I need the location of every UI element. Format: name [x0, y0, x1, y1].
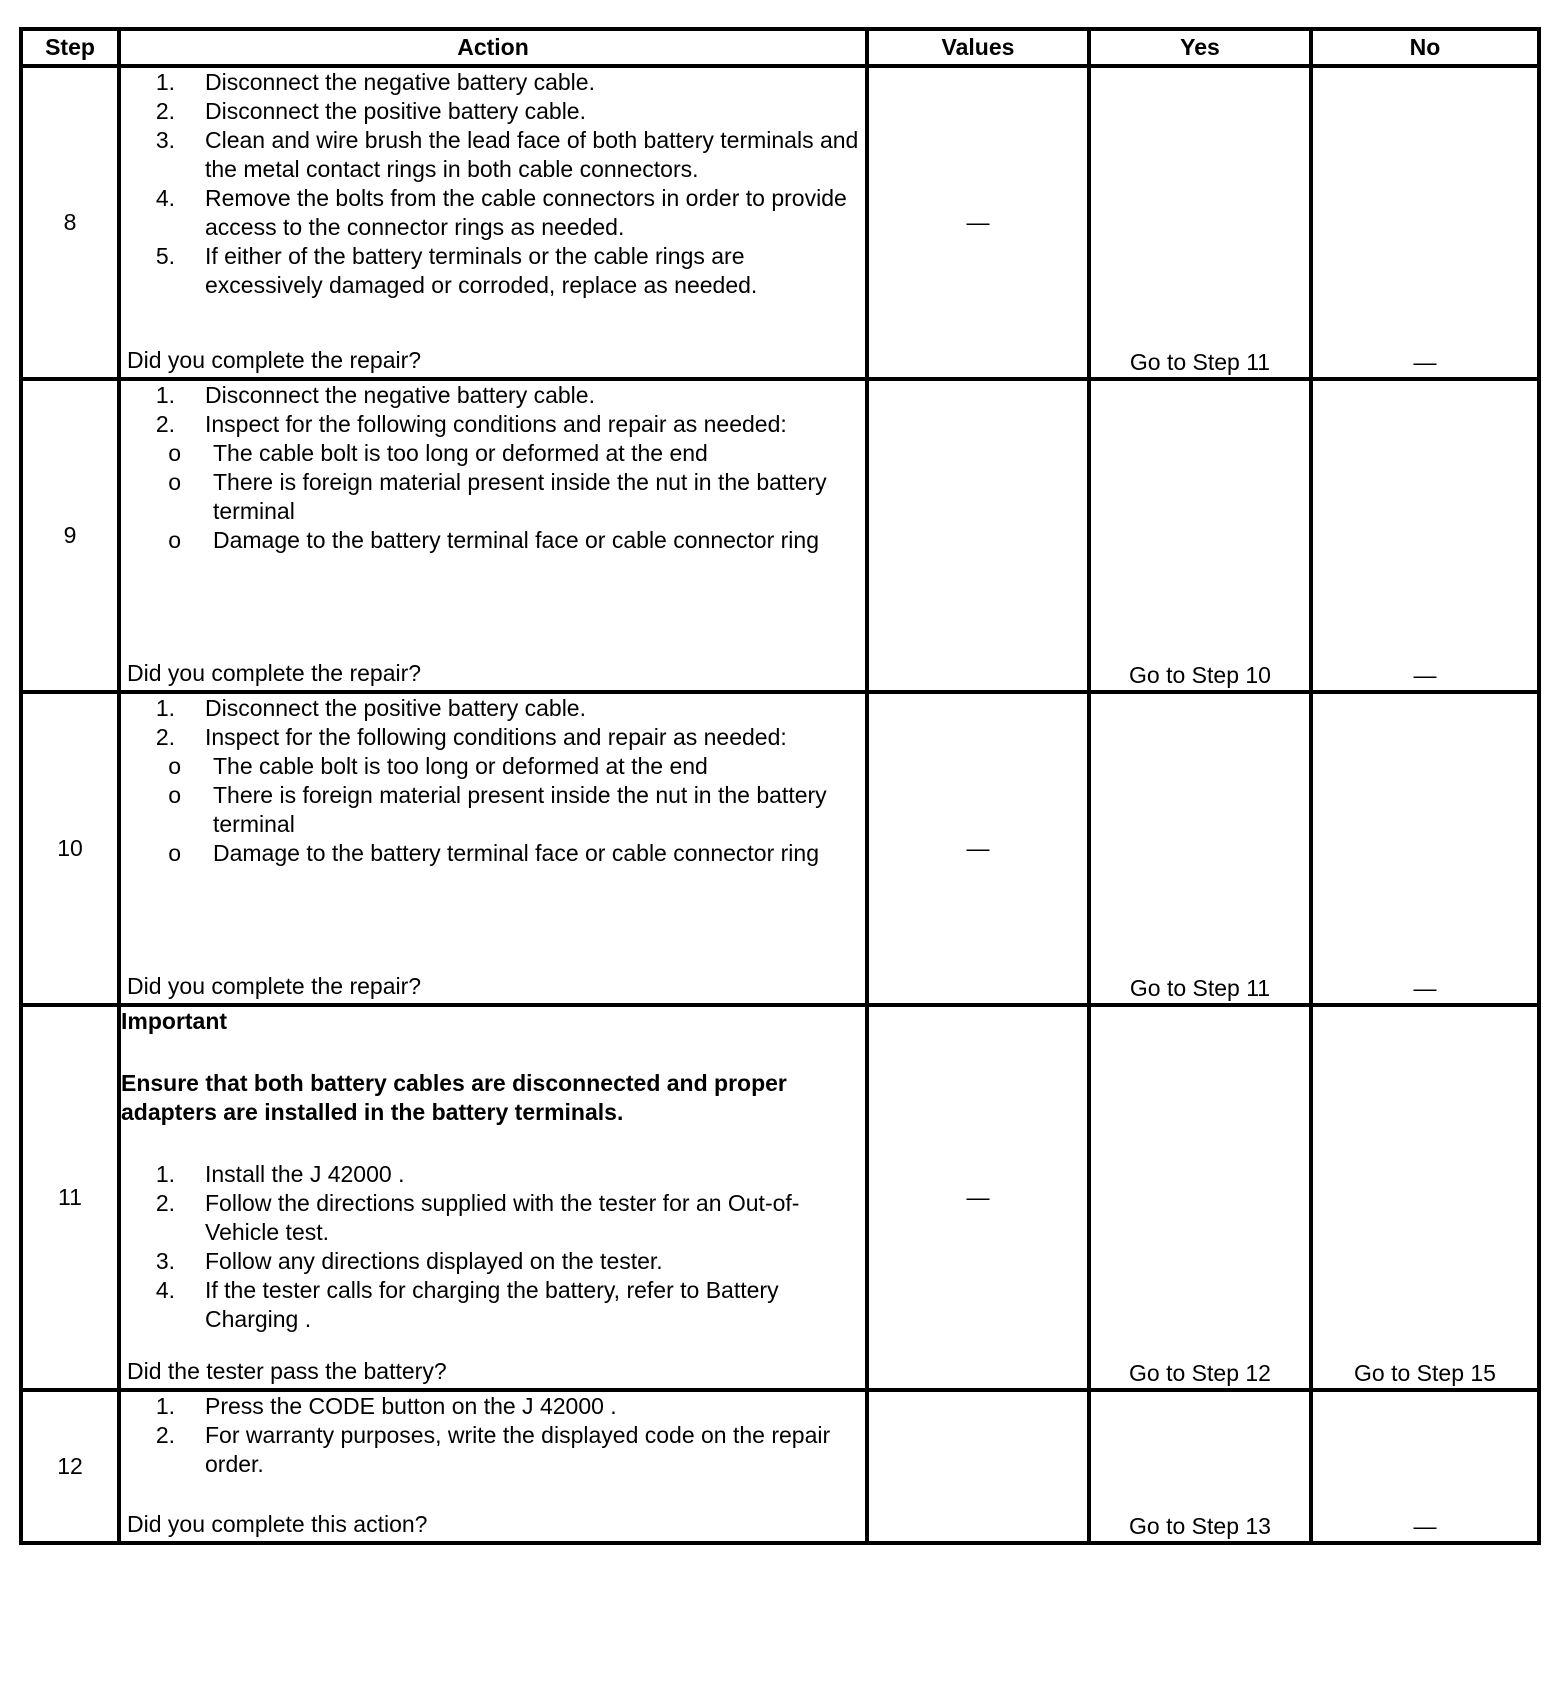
action-cell	[119, 379, 867, 692]
table-row	[21, 1005, 1539, 1390]
important-title: Important	[121, 1008, 228, 1034]
header-row	[21, 29, 1539, 66]
header-yes: Yes	[1089, 29, 1311, 66]
step-number: 8	[21, 66, 119, 379]
yes-cell: Go to Step 12	[1089, 1005, 1311, 1390]
step-number: 12	[21, 1390, 119, 1543]
table-row	[21, 692, 1539, 1005]
list-item: 1. Disconnect the negative battery cable.	[155, 382, 595, 408]
action-steps	[121, 1392, 865, 1479]
action-cell	[119, 1005, 867, 1390]
action-steps	[121, 1160, 865, 1334]
list-item: 5. If either of the battery terminals or the cable rings are excessively damaged or corroded, replace as needed.	[155, 243, 758, 298]
values-cell	[867, 1390, 1089, 1543]
condition-list	[121, 752, 865, 868]
list-item: 1. Press the CODE button on the J 42000 .	[155, 1393, 617, 1419]
question-text: Did you complete this action?	[127, 1511, 428, 1537]
no-cell: Go to Step 15	[1311, 1005, 1539, 1390]
list-item: 1. Disconnect the negative battery cable.	[155, 69, 595, 95]
list-item: o Damage to the battery terminal face or cable connector ring	[168, 527, 819, 553]
header-no: No	[1311, 29, 1539, 66]
yes-cell: Go to Step 11	[1089, 692, 1311, 1005]
list-item: 3. Follow any directions displayed on the tester.	[155, 1248, 663, 1274]
values-cell: —	[867, 66, 1089, 379]
table-row	[21, 1390, 1539, 1543]
table-row	[21, 379, 1539, 692]
list-item: o The cable bolt is too long or deformed at the end	[168, 440, 708, 466]
step-number: 10	[21, 692, 119, 1005]
no-cell: —	[1311, 66, 1539, 379]
list-item: 2. Disconnect the positive battery cable.	[155, 98, 586, 124]
action-steps	[121, 694, 865, 752]
action-cell	[119, 692, 867, 1005]
list-item: o Damage to the battery terminal face or cable connector ring	[168, 840, 819, 866]
action-steps	[121, 381, 865, 439]
action-cell	[119, 1390, 867, 1543]
list-item: 2. For warranty purposes, write the displayed code on the repair order.	[155, 1422, 831, 1477]
action-cell	[119, 66, 867, 379]
list-item: o The cable bolt is too long or deformed at the end	[168, 753, 708, 779]
condition-list	[121, 439, 865, 555]
step-number: 9	[21, 379, 119, 692]
yes-cell: Go to Step 11	[1089, 66, 1311, 379]
header-action: Action	[119, 29, 867, 66]
step-number: 11	[21, 1005, 119, 1390]
question-text: Did the tester pass the battery?	[127, 1358, 447, 1384]
yes-cell: Go to Step 10	[1089, 379, 1311, 692]
list-item: 2. Inspect for the following conditions and repair as needed:	[155, 724, 787, 750]
no-cell: —	[1311, 1390, 1539, 1543]
question-text: Did you complete the repair?	[127, 973, 422, 999]
action-steps	[121, 68, 865, 300]
yes-cell: Go to Step 13	[1089, 1390, 1311, 1543]
values-cell	[867, 379, 1089, 692]
no-cell: —	[1311, 692, 1539, 1005]
question-text: Did you complete the repair?	[127, 660, 422, 686]
diagnostic-table	[19, 27, 1541, 1545]
table-row	[21, 66, 1539, 379]
important-note: Ensure that both battery cables are disconnected and proper adapters are installed in the battery terminals.	[121, 1070, 787, 1125]
list-item: o There is foreign material present inside the nut in the battery terminal	[168, 782, 827, 837]
no-cell: —	[1311, 379, 1539, 692]
list-item: o There is foreign material present inside the nut in the battery terminal	[168, 469, 827, 524]
values-cell: —	[867, 1005, 1089, 1390]
list-item: 2. Follow the directions supplied with the tester for an Out-of-Vehicle test.	[155, 1190, 800, 1245]
header-step: Step	[21, 29, 119, 66]
list-item: 4. Remove the bolts from the cable connectors in order to provide access to the connector rings as needed.	[155, 185, 847, 240]
list-item: 4. If the tester calls for charging the battery, refer to Battery Charging .	[155, 1277, 779, 1332]
list-item: 2. Inspect for the following conditions and repair as needed:	[155, 411, 787, 437]
list-item: 1. Install the J 42000 .	[155, 1161, 405, 1187]
list-item: 1. Disconnect the positive battery cable.	[155, 695, 586, 721]
values-cell: —	[867, 692, 1089, 1005]
question-text: Did you complete the repair?	[127, 347, 422, 373]
list-item: 3. Clean and wire brush the lead face of both battery terminals and the metal contact rings in both cable connectors.	[155, 127, 859, 182]
header-values: Values	[867, 29, 1089, 66]
